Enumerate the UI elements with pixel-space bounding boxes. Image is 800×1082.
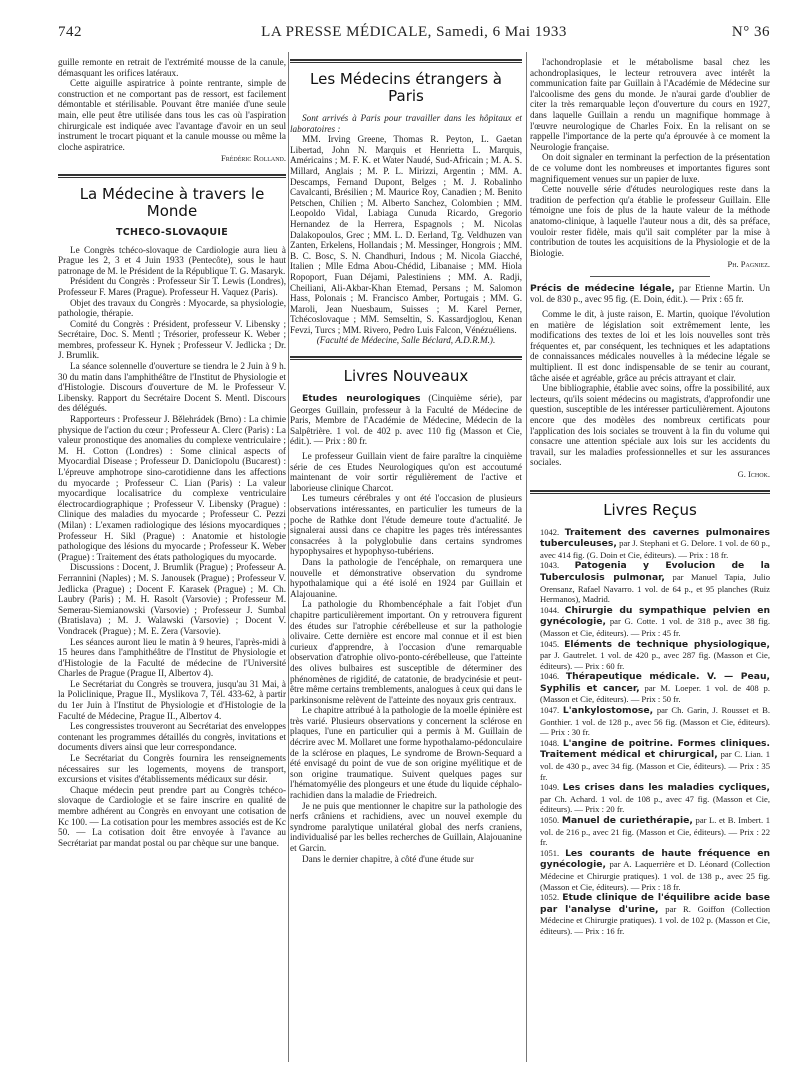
author-signature: Frédéric Rolland. [221,153,286,164]
paragraph: Le Congrès tchéco-slovaque de Cardiologie aura lieu à Prague les 2, 3 et 4 Juin 1933 (Pentecôte), sous le haut patronage de M. le Président de la République T. G. Masaryk. [58,244,286,276]
column-rule [526,52,527,1062]
section-divider [58,174,286,178]
entry-number: 1050. [540,815,560,825]
entry-title: L'ankylostomose, [562,705,654,717]
section-divider [290,59,522,63]
page-number: 742 [58,24,82,40]
column-middle [290,57,522,864]
received-book-entry [530,848,770,892]
entry-title: Eléments de technique physiologique, [564,638,770,650]
entry-details: par J. Stephani et G. Delore. 1 vol. de 60 p., avec 414 fig. (G. Doin et Cie, éditeurs). — Prix : 18 fr. [540,538,771,560]
publication-title: LA PRESSE MÉDICALE, Samedi, 6 Mai 1933 [261,24,567,40]
section-divider [290,356,522,360]
entry-title: Etude clinique de l'équilibre acide base par l'analyse d'urine, [540,892,771,915]
entry-number: 1051. [540,847,560,858]
paragraph: Les tumeurs cérébrales y ont été l'occasion de plusieurs observations intéressantes, en particulier les tumeurs de la poche de Rathke dont l'étude demeure toute d'actualité. Je signalerai aussi dans ce chapitre les pages très intéressantes consacrées à la polyglobulie dans certains syndromes hypophysaires et hypophyso-tubériens. [290,493,522,557]
review-body-continued [530,57,770,258]
paragraph: Une bibliographie, établie avec soins, offre la possibilité, aux lecteurs, qu'ils soient médecins ou magistrats, d'approfondir une question, susceptible de les intéresser particulièrement. Ajoutons encore que des modèles des nombreux certificats pour l'application des lois sociales se trouvent à la fin du volume qui consacre une attention spéciale aux lois sur les accidents du travail, sur les maladies professionnelles et sur les assurances sociales. [530,383,770,468]
column-right [530,57,770,937]
received-book-entry [530,782,770,815]
book-reference: (Cinquième série), par Georges Guillain, professeur à la Faculté de Médecine de Paris, Membre de l'Académie de Médecine, Médecin de la Salpêtrière. 1 vol. de 402 p. avec 110 fig (Masson et Cie, édit.). — Prix : 80 fr. [290,393,523,447]
entry-details: par C. Lian. 1 vol. de 430 p., avec 34 fig. (Masson et Cie, éditeurs). — Prix : 35 fr. [540,749,771,782]
section-title-medecins-etrangers: Les Médecins étrangers à Paris [310,70,502,105]
author-signature: Ph. Pagniez. [727,259,770,270]
entry-details: par Ch. Achard. 1 vol. de 108 p., avec 47 fig. (Masson et Cie, éditeurs). — Prix : 20 fr. [540,793,770,815]
entry-details: par R. Goiffon (Collection Médecine et Chirurgie pratiques). 1 vol. de 102 p. (Masson et Cie, éditeurs). — Prix : 16 fr. [540,903,770,936]
entry-details: par Manuel Tapia, Julio Orensanz, Rafael Navarro. 1 vol. de 64 p., et 95 planches (Ruiz Hermanos), Madrid. [540,571,771,605]
entry-details: par L. et B. Imbert. 1 vol. de 216 p., avec 21 fig. (Masson et Cie, éditeurs). — Prix : 22 fr. [540,815,771,848]
entry-number: 1047. [540,705,560,716]
received-book-entry [530,892,770,936]
review-body-precis [530,309,770,468]
entry-number: 1049. [540,782,560,793]
paragraph: guille remonte en retrait de l'extrémité mousse de la canule, démasquant les orifices latéraux. [58,57,286,78]
received-book-entry [530,527,770,561]
section-title-medecine-monde: La Médecine à travers le Monde [79,184,265,220]
column-left [58,57,286,848]
entry-details: par M. Loeper. 1 vol. de 408 p. (Masson et Cie, éditeurs). — Prix : 50 fr. [540,682,770,705]
entry-number: 1052. [540,892,560,903]
source-note: (Faculté de Médecine, Salle Béclard, A.D.R.M.). [316,335,496,346]
review-body-guillain [290,451,522,864]
paragraph: On doit signaler en terminant la perfection de la présentation de ce volume dont les nombreuses et importantes figures sont magnifiquement venues sur un papier de luxe. [530,152,770,184]
received-book-entry [530,738,770,782]
entry-title: Traitement des cavernes pulmonaires tuberculeuses, [540,526,771,550]
paragraph: Le chapitre attribué à la pathologie de la moelle épinière est très varié. Plusieurs observations y concernent la sclérose en plaques, l'une en particulier qui a permis à M. Guillain de décrire avec M. Mollaret une forme hypothalamo-pédonculaire de la sclérose en plaques, Le syndrome de Brown-Sequard a été envisagé du point de vue de son origine myélitique et de son origine traumatique. Suivent quelques pages sur l'hématomyélie des plongeurs et une étude du liquide céphalo-rachidien dans la maladie de Friedreich. [290,705,522,801]
entry-number: 1042. [540,526,560,537]
issue-number: N° 36 [731,24,770,40]
received-book-entry [530,671,770,705]
paragraph: l'achondroplasie et le métabolisme basal chez les achondroplasiques, le lecteur retrouvera avec intérêt la communication faite par Guillain à l'Académie de Médecine sur l'alcoolisme des gens du monde. Je n'aurai garde d'oublier de citer la très remarquable leçon d'ouverture du cours en 1927, dans laquelle Guillain a rendu un magnifique hommage à l'œuvre neurologique de Charles Foix. En la relisant on se rappelle l'importance de la perte qu'a éprouvée à ce moment la Neurologie française. [530,57,770,152]
column-rule [288,52,289,1062]
paragraph: Discussions : Docent, J. Brumlik (Prague) ; Professeur A. Ferrannini (Naples) ; M. S. Janousek (Prague) ; Professeur V. Jedlicka (Prague) ; Docent F. Karasek (Prague) ; M. Ch. Laubry (Paris) ; M. H. Rasolt (Varsovie) ; Professeur M. Semerau-Siemianowski (Varsovie) ; Professeur J. Sumbal (Bratislava) ; M. J. Walawski (Varsovie) ; Docent V. Vondracek (Prague) ; M. E. Zera (Varsovie). [58,562,286,636]
entry-details: par A. Laquerrière et D. Léonard (Collection Médecine et Chirurgie pratiques). 1 vol. de 138 p., avec 25 fig. (Masson et Cie, éditeurs). — Prix : 18 fr. [540,859,771,892]
author-signature: G. Ichok. [737,468,770,479]
received-book-entry [530,560,770,604]
entry-number: 1045. [540,638,560,649]
paragraph: La pathologie du Rhombencéphale a fait l'objet d'un chapitre particulièrement important. On y retrouvera figurent des études sur l'atrophie cérébelleuse et sur la pathologie olivaire. Cette dernière est encore mal connue et il est bien curieux d'apprendre, à l'occasion d'une remarquable observation d'atrophie olivo-ponto-cérébelleuse, que l'atteinte des olives bulbaires est susceptible de déterminer des phénomènes de rigidité, de catatonie, de bradycinésie et peut-être même certains tremblements, analogues à ceux qui dans le parkinsonisme relèvent de l'atteinte des noyaux gris centraux. [290,599,522,705]
paragraph: Le professeur Guillain vient de faire paraître la cinquième série de ces Etudes Neurologiques qu'on est accoutumé maintenant de voir sortir régulièrement de l'active et laborieuse clinique Charcot. [290,451,522,493]
paragraph: Les congressistes trouveront au Secrétariat des enveloppes contenant les programmes détaillés du congrès, invitations et documents divers ainsi que leur correspondance. [58,721,286,753]
received-book-entry [530,605,770,639]
paragraph: Dans le dernier chapitre, à côté d'une étude sur [302,853,474,864]
article-body-congres [58,245,286,849]
entry-title: Manuel de curiethérapie, [561,815,693,826]
received-book-entry [530,639,770,672]
paragraph: Je ne puis que mentionner le chapitre sur la pathologie des nerfs crâniens et rachidiens, avec un nouvel exemple du syndrome paralytique unilatéral global des nerfs craniens, individualisé par les belles recherches de Guillain, Alajouanine et Garcin. [290,800,522,853]
paragraph: Cette aiguille aspiratrice à pointe rentrante, simple de construction et ne comportant pas de ressort, est facilement démontable et stérilisable. Pouvant être maniée d'une seule main, elle peut être utilisée dans tous les cas où l'aspiration chirurgicale est indiquée avec l'avantage d'avoir en un seul instrument le trocart piquant et la canule mousse ou même la cloche aspiratrice. [58,78,286,152]
entry-title: L'angine de poitrine. Formes cliniques. Traitement médical et chirurgical, [540,737,771,761]
entry-number: 1048. [540,737,560,748]
entry-details: par G. Cotte. 1 vol. de 318 p., avec 38 fig. (Masson et Cie, éditeurs). — Prix : 45 fr. [540,616,771,638]
paragraph: Comme le dit, à juste raison, E. Martin, quoique l'évolution en matière de législation soit extrêmement lente, les modifications des textes de loi et les lois nouvelles sont très fréquentes et, par conséquent, les techniques et les adaptations de connaissances médicales nouvelles à la médecine légale se multiplient. Il est donc indispensable de se tenir au courant, tâche aisée et agréable, grâce au précis attrayant et clair. [530,309,770,383]
paragraph: Comité du Congrès : Président, professeur V. Libensky ; Secrétaire, Doc. S. Mentl ; Trésorier, professeur K. Weber ; membres, professeur K. Hynek ; Professeur V. Jedlicka ; Dr. J. Brumlik. [58,318,286,361]
entry-title: Thérapeutique médicale. V. — Peau, Syphilis et cancer, [540,671,770,694]
entry-number: 1046. [540,671,560,682]
entry-title: Patogenia y Evolucion de la Tuberculosis pulmonar, [540,560,770,583]
entry-number: 1044. [540,604,560,615]
entry-details: par Ch. Garin, J. Rousset et B. Gonthier. 1 vol. de 128 p., avec 56 fig. (Masson et Cie, éditeurs). — Prix : 30 fr. [540,705,770,738]
doctors-list: MM. Irving Greene, Thomas R. Peyton, L. Gaetan Libertad, John N. Marquis et Henrietta L. Marquis, Américains ; M. F. K. et Water Naudé, Sud-Africain ; M. A. S. Millard, Anglais ; M. P. L. Mirizzi, Argentin ; MM. A. Descamps, Fernand Dupont, Belges ; M. J. Robalinho Cavalcanti, Brésilien ; M. Maurice Roy, Canadien ; M. Benito Petschen, Chilien ; M. Alberto Sanchez, Colombien ; MM. Leopoldo Vidal, Labiaga Cunuda Ricardo, Gregorio Hernandez de la Herrera, Espagnols ; M. Nicolas Dalakopoulos, Grec ; MM. L. D. Eerland, Tg. Veldhuzen van Zanten, Erkelens, Hollandais ; M. Messinger, Hongrois ; MM. B. C. Bosc, S. N. Chandhuri, Indous ; M. Nicola Giacché, Italien ; Mlle Edma Abou-Chédid, Libanaise ; MM. Hiola Ropoport, Fuan Déjami, Palestiniens ; MM. A. Radji, Cheiliani, Ali-Akbar-Khan Etemad, Persans ; M. Salomon Hass, Polonais ; M. Francisco Amber, Portugais ; MM. G. Maroli, Jean Nuesbaum, Suisses ; M. Karel Perner, Tchécoslovaque ; MM. Semseltin, S. Kassardjoglou, Kenan Fevzi, Turcs ; MM. Rivero, Pedro Luis Falcon, Vénézuéliens. [290,134,522,335]
entry-details: par J. Gautrelet. 1 vol. de 420 p., avec 287 fig. (Masson et Cie, éditeurs). — Prix : 60 fr. [540,650,770,671]
entry-title: Les courants de haute fréquence en gynécologie, [540,847,771,871]
entry-title: Les crises dans les maladies cycliques, [562,782,771,794]
subsection-title-tchecoslovaquie: TCHECO-SLOVAQUIE [115,226,229,238]
page-header [58,24,770,44]
paragraph: Rapporteurs : Professeur J. Bělehrádek (Brno) : La chimie physique de l'action du cœur ; Professeur A. Clerc (Paris) : La valeur pronostique des anomalies du complexe ventriculaire ; M. H. Cotton (Londres) : Some clinical aspects of Myocardial Disease ; Professeur D. Danicīopolu (Bucarest) : L'épreuve amphotrope sino-carotidienne dans les affections du myocarde ; Professeur C. Lian (Paris) : La valeur myocardique localisatrice du complexe ventriculaire électrocardiographique ; Professeur V. Libensky (Prague) : Clinique des maladies du myocarde ; Professeur C. Pezzi (Milan) : L'examen radiologique des lésions myocardiques ; Professeur H. Sikl (Prague) : Anatomie et histologie pathologique des lésions du myocarde ; Professeur K. Weber (Prague) : Traitement des états pathologiques du myocarde. [58,414,286,562]
divider [590,276,710,277]
section-title-livres-recus: Livres Reçus [603,500,697,519]
paragraph: Chaque médecin peut prendre part au Congrès tchéco-slovaque de Cardiologie et se faire inscrire en qualité de membre adhérent au Congrès en envoyant une cotisation de Kc 100. — La cotisation pour les membres associés est de Kc 50. — La cotisation doit être envoyée à l'avance au Secrétariat par mandat postal ou par chèque sur une banque. [58,784,286,848]
received-books-list [530,527,770,937]
received-book-entry [530,815,770,848]
book-title-precis: Précis de médecine légale, [530,282,675,294]
entry-number: 1043. [540,560,560,571]
paragraph: Dans la pathologie de l'encéphale, on remarquera une nouvelle et démonstrative observation du syndrome hypothalamique qui a été isolé en 1924 par Guillain et Alajouanine. [290,556,522,599]
book-title-etudes-neurologiques: Etudes neurologiques [302,393,421,405]
section-divider [530,490,770,494]
paragraph: Les séances auront lieu le matin à 9 heures, l'après-midi à 15 heures dans l'amphithéâtre de l'Institut de Physiologie et d'Histologie de la Faculté de médecine de l'Université Charles de Prague (Prague II, Albertov 4). [58,636,286,679]
entry-title: Chirurgie du sympathique pelvien en gynécologie, [540,604,770,628]
received-book-entry [530,705,770,738]
paragraph: Le Secrétariat du Congrès se trouvera, jusqu'au 31 Mai, à la Policlinique, Prague II., Myslikova 7, Tél. 433-62, à partir du 1er Juin à l'Institut de Physiologie et d'Histologie de la Faculté de Médecine, Prague II., Albertov 4. [58,678,286,721]
paragraph: La séance solennelle d'ouverture se tiendra le 2 Juin à 9 h. 30 du matin dans l'amphithéâtre de l'Institut de Physiologie et d'Histologie. Discours d'ouverture de M. le Professeur V. Libensky. Rapport du Secrétaire Docent S. Mentl. Discours des délégués. [58,361,286,414]
book-reference: par Etienne Martin. Un vol. de 830 p., avec 95 fig. (E. Doin, édit.). — Prix : 65 fr. [530,282,770,305]
paragraph: Objet des travaux du Congrès : Myocarde, sa physiologie, pathologie, thérapie. [58,297,286,319]
section-title-livres-nouveaux: Livres Nouveaux [343,367,469,386]
paragraph: Président du Congrès : Professeur Sir T. Lewis (Londres), Professeur F. Mares (Prague). Professeur H. Vaquez (Paris). [58,276,286,297]
paragraph: Cette nouvelle série d'études neurologiques reste dans la tradition de perfection qu'a établie le professeur Guillain. Elle témoigne une fois de plus de la haute valeur de la méthode anatomo-clinique, à laquelle l'auteur nous a dit, dès sa préface, vouloir rester fidèle, mais qu'il sait compléter par la mise à contribution de toutes les acquisitions de la Physiologie et de la Biologie. [530,184,770,258]
paragraph: Sont arrivés à Paris pour travailler dans les hôpitaux et laboratoires : [290,113,522,134]
paragraph: Le Secrétariat du Congrès fournira les renseignements nécessaires sur les logements, moyens de transport, excursions et visites d'établissements médicaux sur désir. [58,753,286,785]
